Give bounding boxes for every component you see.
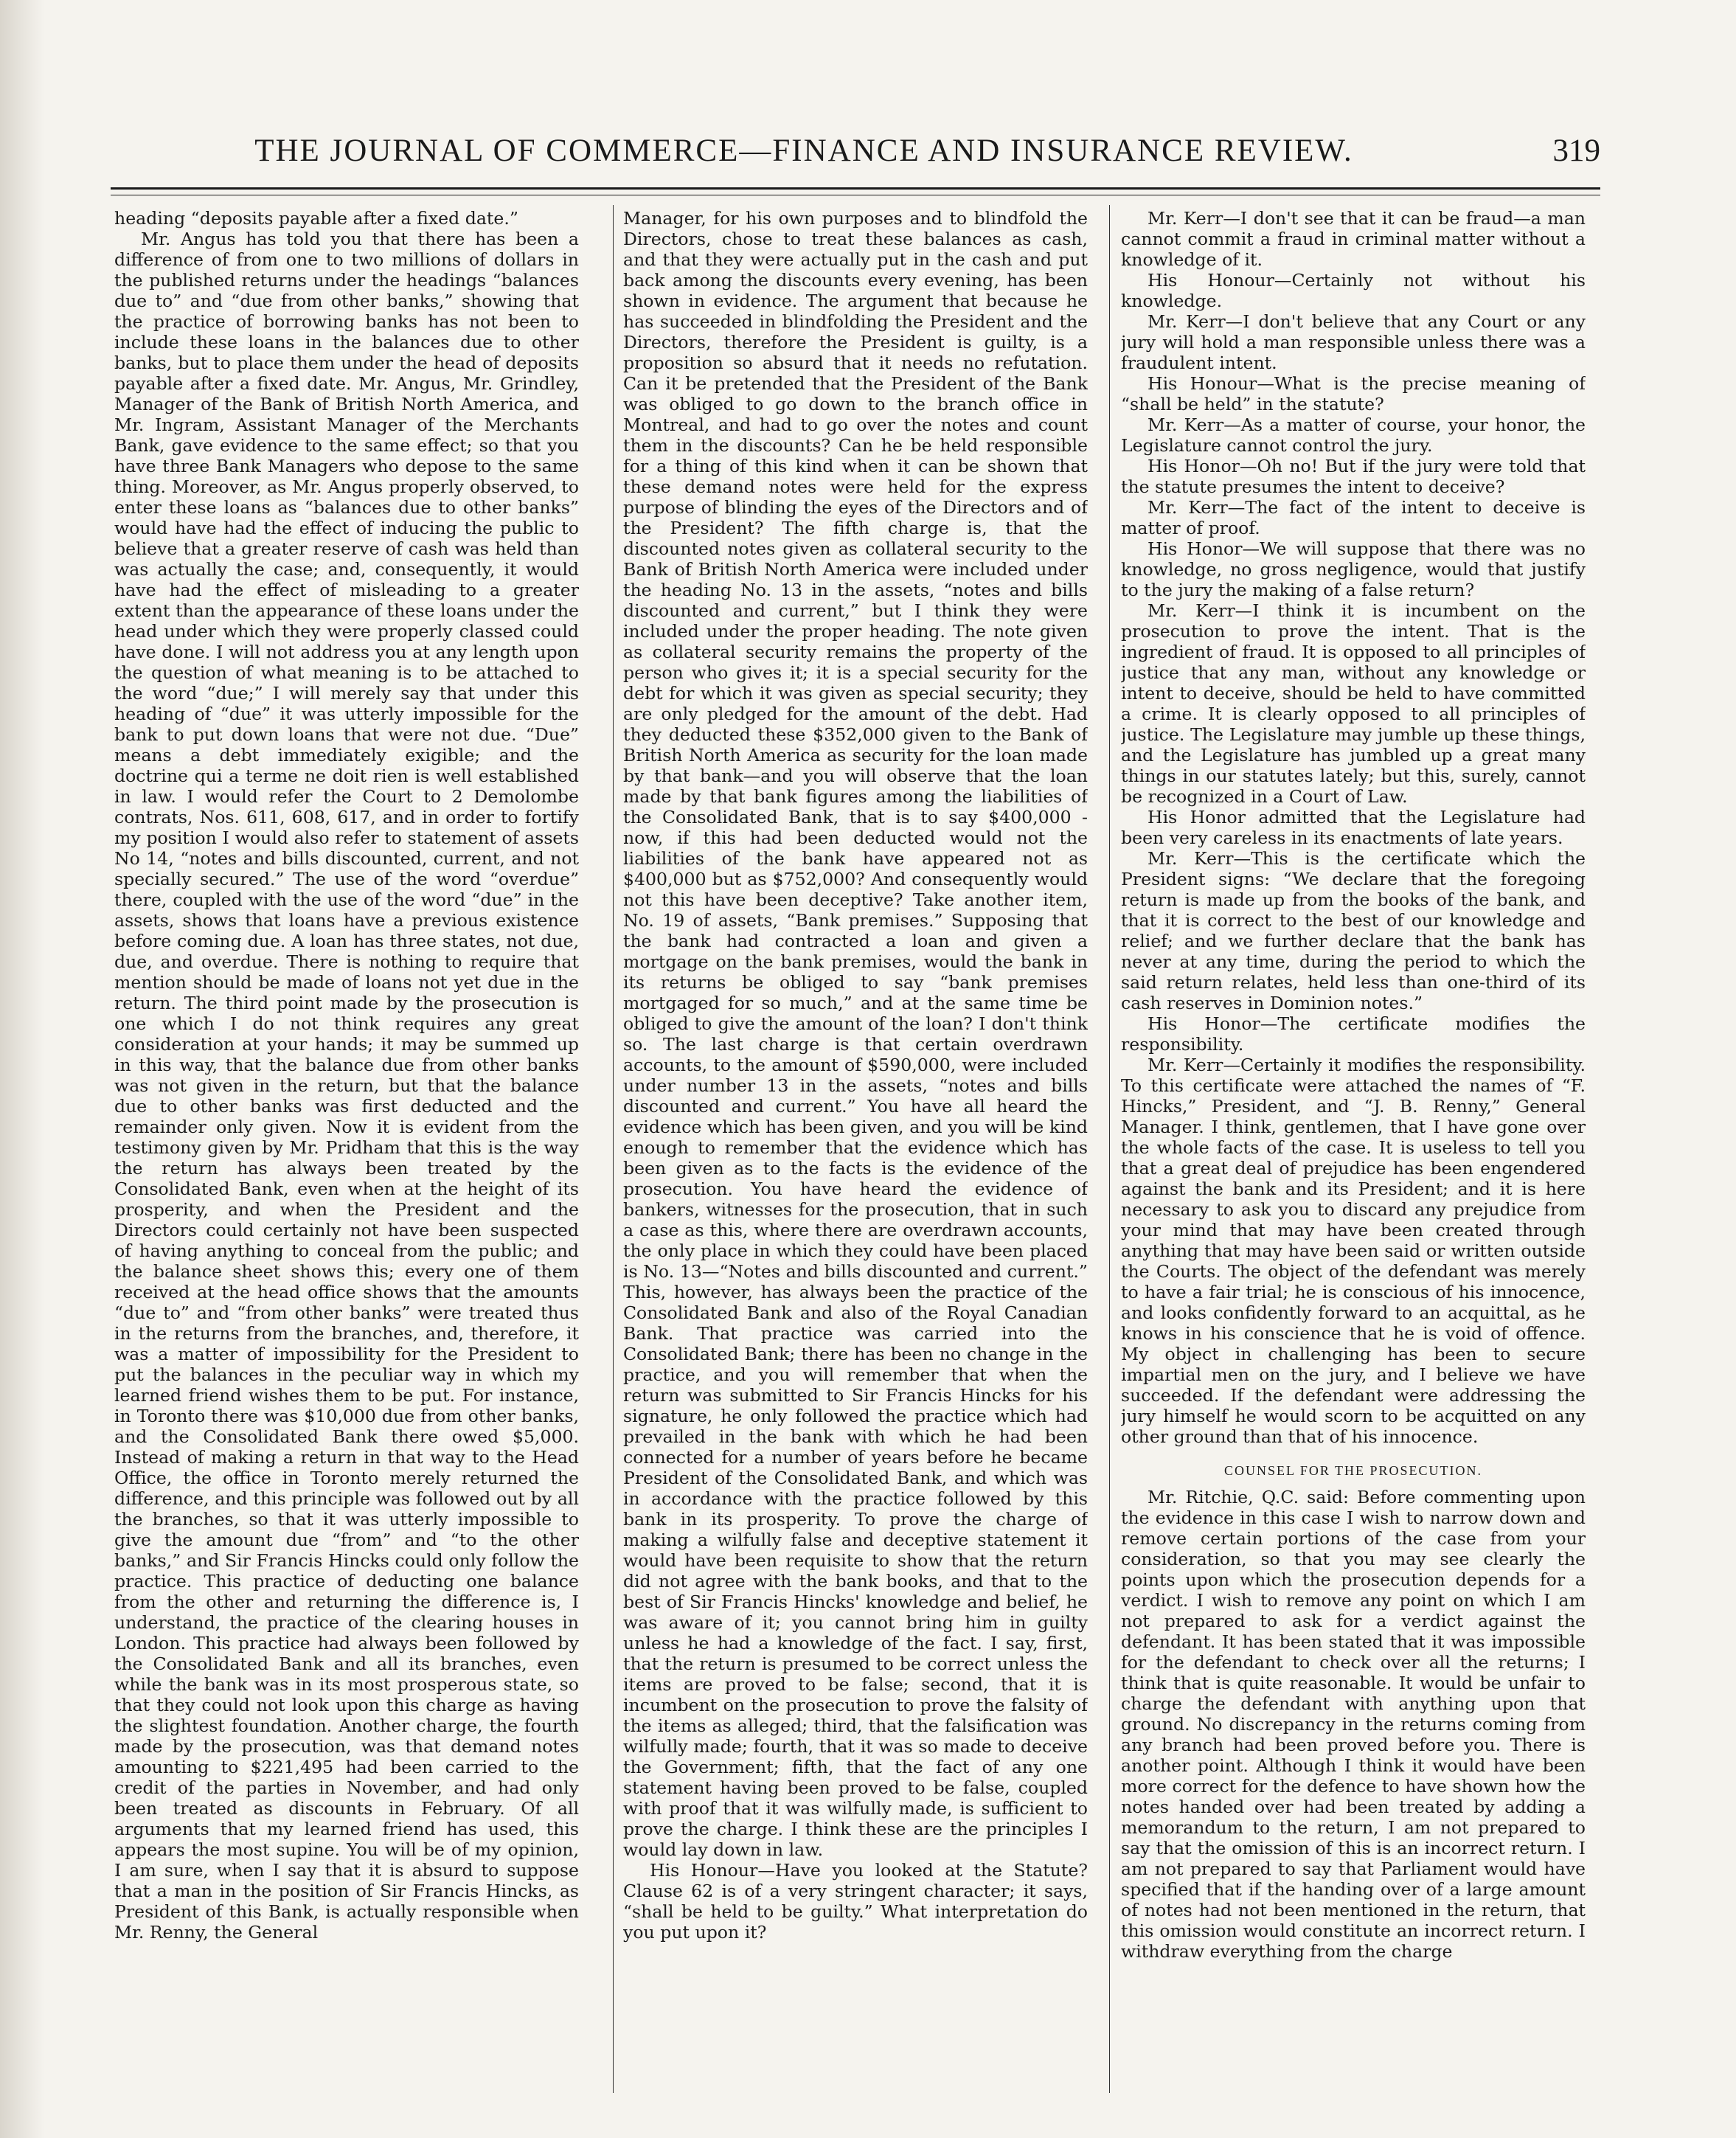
paragraph: Mr. Kerr—I don't believe that any Court or any jury will hold a man responsible unless there was a fraudulent intent. [1121, 311, 1586, 373]
column-divider-2 [1109, 205, 1110, 2093]
article-column-3 [1121, 208, 1586, 2096]
paragraph: Mr. Kerr—I don't see that it can be fraud—a man cannot commit a fraud in criminal matter without a knowledge of it. [1121, 208, 1586, 270]
page-number: 319 [1552, 133, 1600, 168]
paragraph: Mr. Ritchie, Q.C. said: Before commenting upon the evidence in this case I wish to narrow down and remove certain portions of the case from your consideration, so that you may see clearly the points upon which the prosecution depends for a verdict. I wish to remove any point on which I am not prepared to ask for a verdict against the defendant. It has been stated that it was impossible for the defendant to check over all the returns; I think that is quite reasonable. It would be unfair to charge the defendant with anything upon that ground. No discrepancy in the returns coming from any branch had been proved before you. There is another point. Although I think it would have been more correct for the defence to have shown how the notes handed over had been treated by adding a memorandum to the return, I am not prepared to say that the omission of this is an incorrect return. I am not prepared to say that Parliament would have specified that if the handing over of a large amount of notes had not been mentioned in the return, that this omission would constitute an incorrect return. I withdraw everything from the charge [1121, 1487, 1586, 1962]
paragraph: His Honor admitted that the Legislature had been very careless in its enactments of late years. [1121, 807, 1586, 848]
article-column-2 [623, 208, 1088, 2096]
header-rule-thick [111, 187, 1600, 190]
article-column-1 [114, 208, 579, 2096]
scan-edge-shadow [0, 0, 44, 2138]
paragraph: Mr. Kerr—As a matter of course, your honor, the Legislature cannot control the jury. [1121, 414, 1586, 456]
paragraph: Mr. Kerr—This is the certificate which the President signs: “We declare that the foregoing return is made up from the books of the bank, and that it is correct to the best of our knowledge and relief; and we further declare that the bank has never at any time, during the period to which the said return relates, held less than one-third of its cash reserves in Dominion notes.” [1121, 848, 1586, 1013]
section-heading: COUNSEL FOR THE PROSECUTION. [1223, 1463, 1483, 1478]
paragraph: His Honor—We will suppose that there was no knowledge, no gross negligence, would that justify to the jury the making of a false return? [1121, 538, 1586, 600]
paragraph: His Honor—The certificate modifies the responsibility. [1121, 1013, 1586, 1055]
paragraph: His Honour—Certainly not without his knowledge. [1121, 270, 1586, 311]
column-divider-1 [613, 205, 614, 2093]
paragraph: Mr. Kerr—Certainly it modifies the responsibility. To this certificate were attached the names of “F. Hincks,” President, and “J. B. Renny,” General Manager. I think, gentlemen, that I have gone over the whole facts of the case. It is useless to tell you that a great deal of prejudice has been engendered against the bank and its President; and it is here necessary to ask you to discard any prejudice from your mind that may have been created through anything that may have been said or written outside the Courts. The object of the defendant was merely to have a fair trial; he is conscious of his innocence, and looks confidently forward to an acquittal, as he knows in his conscience that he is void of offence. My object in challenging has been to secure impartial men on the jury, and I believe we have succeeded. If the defendant were addressing the jury himself he would scorn to be acquitted on any other ground than that of his innocence. [1121, 1055, 1586, 1447]
paragraph: Mr. Kerr—I think it is incumbent on the prosecution to prove the intent. That is the ingredient of fraud. It is opposed to all principles of justice that any man, without any knowledge or intent to deceive, should be held to have committed a crime. It is clearly opposed to all principles of justice. The Legislature may jumble up these things, and the Legislature has jumbled up a great many things in our statutes lately; but this, surely, cannot be recognized in a Court of Law. [1121, 600, 1586, 807]
paragraph: heading “deposits payable after a fixed date.” [114, 208, 518, 229]
page-header [111, 133, 1600, 177]
paragraph: Mr. Angus has told you that there has been a difference of from one to two millions of dollars in the published returns under the headings “balances due to” and “due from other banks,” showing that the practice of borrowing banks has not been to include these loans in the balances due to other banks, but to place them under the head of deposits payable after a fixed date. Mr. Angus, Mr. Grindley, Manager of the Bank of British North America, and Mr. Ingram, Assistant Manager of the Merchants Bank, gave evidence to the same effect; so that you have three Bank Managers who depose to the same thing. Moreover, as Mr. Angus properly observed, to enter these loans as “balances due to other banks” would have had the effect of inducing the public to believe that a greater reserve of cash was held than was actually the case; and, consequently, it would have had the effect of misleading to a greater extent than the appearance of these loans under the head under which they were properly classed could have done. I will not address you at any length upon the question of what meaning is to be attached to the word “due;” I will merely say that under this heading of “due” it was utterly impossible for the bank to put down loans that were not due. “Due” means a debt immediately exigible; and the doctrine qui a terme ne doit rien is well established in law. I would refer the Court to 2 Demolombe contrats, Nos. 611, 608, 617, and in order to fortify my position I would also refer to statement of assets No 14, “notes and bills discounted, current, and not specially secured.” The use of the word “overdue” there, coupled with the use of the word “due” in the assets, shows that loans have a previous existence before coming due. A loan has three states, not due, due, and overdue. There is nothing to require that mention should be made of loans not yet due in the return. The third point made by the prosecution is one which I do not think requires any great consideration at your hands; it may be summed up in this way, that the balance due from other banks was not given in the return, but that the balance due to other banks was first deducted and the remainder only given. Now it is evident from the testimony given by Mr. Pridham that this is the way the return has always been treated by the Consolidated Bank, even when at the height of its prosperity, and when the President and the Directors could certainly not have been suspected of having anything to conceal from the public; and the balance sheet shows this; every one of them received at the head office shows that the amounts “due to” and “from other banks” were treated thus in the returns from the branches, and, therefore, it was a matter of impossibility for the President to put the balances in the peculiar way in which my learned friend wishes them to be put. For instance, in Toronto there was $10,000 due from other banks, and the Consolidated Bank there owed $5,000. Instead of making a return in that way to the Head Office, the office in Toronto merely returned the difference, and this principle was followed out by all the branches, so that it was utterly impossible to give the amount due “from” and “to the other banks,” and Sir Francis Hincks could only follow the practice. This practice of deducting one balance from the other and returning the difference is, I understand, the practice of the clearing houses in London. This practice had always been followed by the Consolidated Bank and all its branches, even while the bank was in its most prosperous state, so that they could not look upon this charge as having the slightest foundation. Another charge, the fourth made by the prosecution, was that demand notes amounting to $221,495 had been carried to the credit of the parties in November, and had only been treated as discounts in February. Of all arguments that my learned friend has used, this appears the most supine. You will be of my opinion, I am sure, when I say that it is absurd to suppose that a man in the position of Sir Francis Hincks, as President of this Bank, is actually responsible when Mr. Renny, the General [114, 229, 579, 1943]
paragraph: Manager, for his own purposes and to blindfold the Directors, chose to treat these balances as cash, and that they were actually put in the cash and put back among the discounts every evening, has been shown in evidence. The argument that because he has succeeded in blindfolding the President and the Directors, therefore the President is guilty, is a proposition so absurd that it needs no refutation. Can it be pretended that the President of the Bank was obliged to go down to the branch office in Montreal, and had to go over the notes and count them in the discounts? Can he be held responsible for a thing of this kind when it can be shown that these demand notes were held for the express purpose of blinding the eyes of the Directors and of the President? The fifth charge is, that the discounted notes given as collateral security to the Bank of British North America were included under the heading No. 13 in the assets, “notes and bills discounted and current,” but I think they were included under the proper heading. The note given as collateral security remains the property of the person who gives it; it is a special security for the debt for which it was given as special security; they are only pledged for the amount of the debt. Had they deducted these $352,000 given to the Bank of British North America as security for the loan made by that bank—and you will observe that the loan made by that bank figures among the liabilities of the Consolidated Bank, that is to say $400,000 - now, if this had been deducted would not the liabilities of the bank have appeared not as $400,000 but as $752,000? And consequently would not this have been deceptive? Take another item, No. 19 of assets, “Bank premises.” Supposing that the bank had contracted a loan and given a mortgage on the bank premises, would the bank in its returns be obliged to say “bank premises mortgaged for so much,” and at the same time be obliged to give the amount of the loan? I don't think so. The last charge is that certain overdrawn accounts, to the amount of $590,000, were included under number 13 in the assets, “notes and bills discounted and current.” You have all heard the evidence which has been given, and you will be kind enough to remember that the evidence which has been given as to the facts is the evidence of the prosecution. You have heard the evidence of bankers, witnesses for the prosecution, that in such a case as this, where there are overdrawn accounts, the only place in which they could have been placed is No. 13—“Notes and bills discounted and current.” This, however, has always been the practice of the Consolidated Bank and also of the Royal Canadian Bank. That practice was carried into the Consolidated Bank; there has been no change in the practice, and you will remember that when the return was submitted to Sir Francis Hincks for his signature, he only followed the practice which had prevailed in the bank with which he had been connected for a number of years before he became President of the Consolidated Bank, and which was in accordance with the practice followed by this bank in its prosperity. To prove the charge of making a wilfully false and deceptive statement it would have been requisite to show that the return did not agree with the bank books, and that to the best of Sir Francis Hincks' knowledge and belief, he was aware of it; you cannot bring him in guilty unless he had a knowledge of the fact. I say, first, that the return is presumed to be correct unless the items are proved to be false; second, that it is incumbent on the prosecution to prove the falsity of the items as alleged; third, that the falsification was wilfully made; fourth, that it was so made to deceive the Government; fifth, that the fact of any one statement having been proved to be false, coupled with proof that it was wilfully made, is sufficient to prove the charge. I think these are the principles I would lay down in law. [623, 208, 1088, 1860]
paragraph: His Honor—Oh no! But if the jury were told that the statute presumes the intent to deceive? [1121, 456, 1586, 497]
journal-title: THE JOURNAL OF COMMERCE—FINANCE AND INSURANCE REVIEW. [254, 133, 1353, 168]
paragraph: Mr. Kerr—The fact of the intent to deceive is matter of proof. [1121, 497, 1586, 538]
paragraph: His Honour—What is the precise meaning of “shall be held” in the statute? [1121, 373, 1586, 414]
paragraph: His Honour—Have you looked at the Statute? Clause 62 is of a very stringent character; it says, “shall be held to be guilty.” What interpretation do you put upon it? [623, 1860, 1088, 1943]
